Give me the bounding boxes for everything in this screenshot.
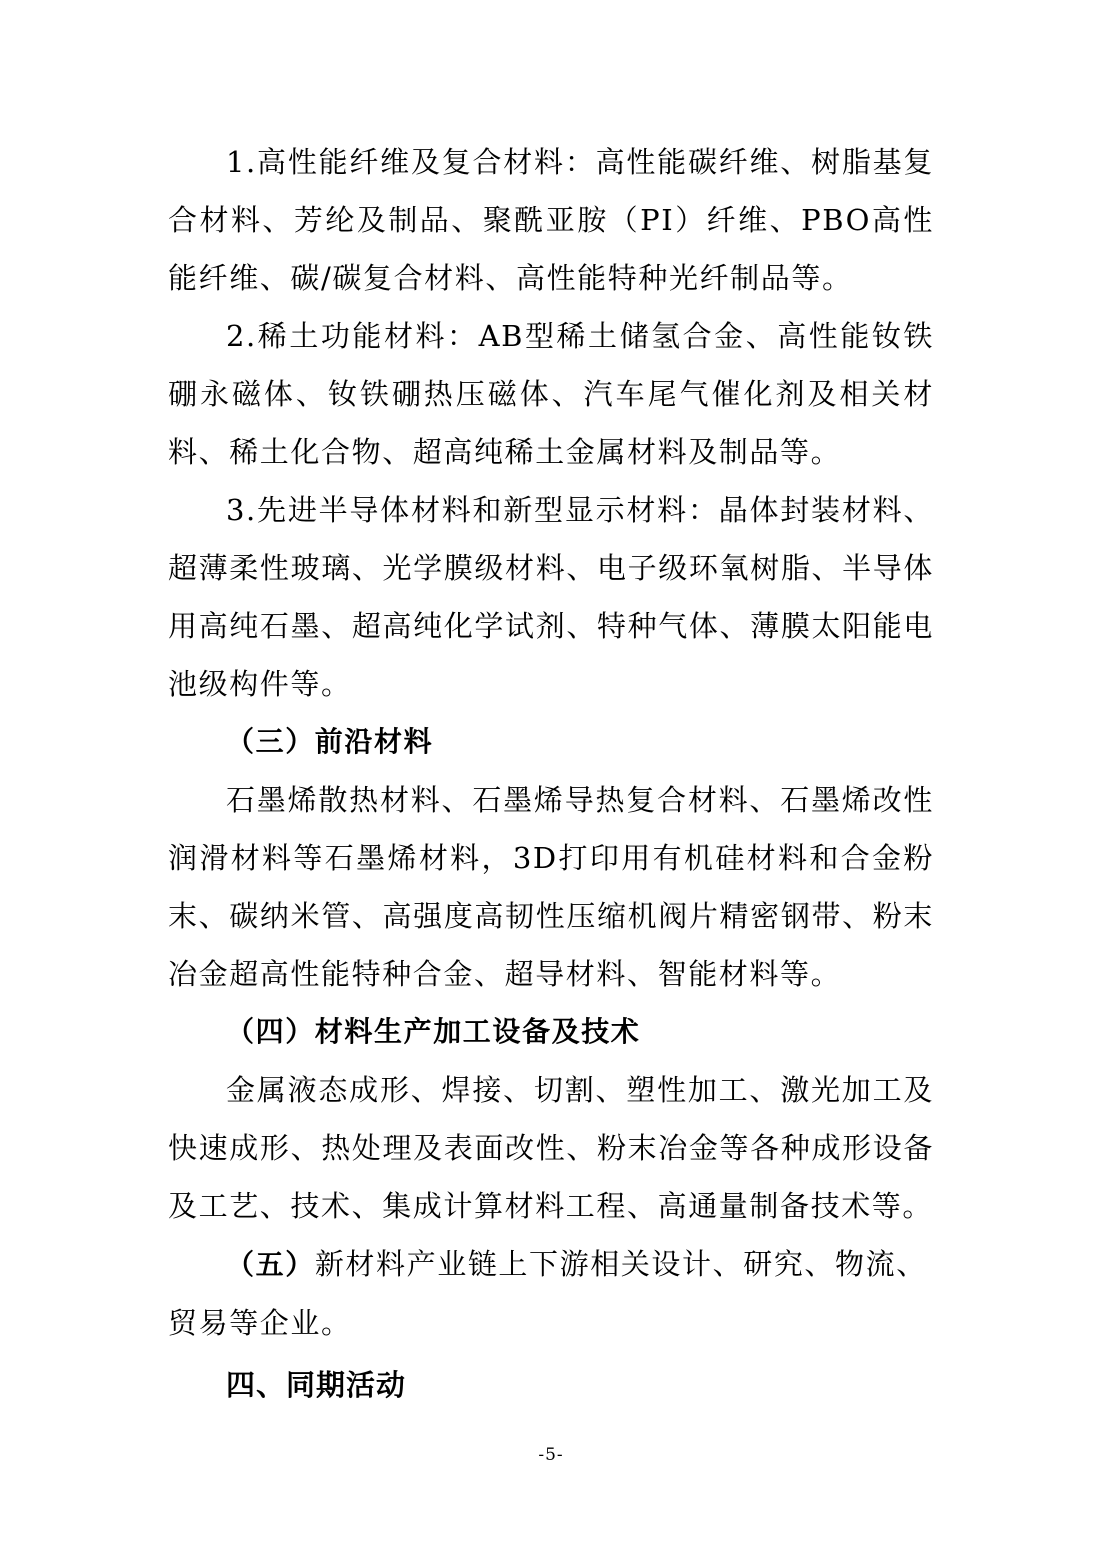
page-number: -5-	[538, 1445, 564, 1465]
paragraph-forming: 金属液态成形、焊接、切割、塑性加工、激光加工及快速成形、热处理及表面改性、粉末冶金等各种成形设备及工艺、技术、集成计算材料工程、高通量制备技术等。	[168, 1073, 934, 1223]
section-heading-concurrent-events: 四、同期活动	[226, 1368, 407, 1402]
subheading-industry-chain-text: 新材料产业链上下游相关设计、研究、物流、贸易等企业。	[168, 1247, 927, 1340]
subheading-equipment: （四）材料生产加工设备及技术	[226, 1015, 641, 1048]
subheading-frontier-materials: （三）前沿材料	[226, 725, 434, 758]
subheading-industry-chain-label: （五）	[226, 1248, 315, 1281]
subheading-industry-chain	[168, 1235, 934, 1353]
paragraph-graphene: 石墨烯散热材料、石墨烯导热复合材料、石墨烯改性润滑材料等石墨烯材料，3D打印用有机硅材料和合金粉末、碳纳米管、高强度高韧性压缩机阀片精密钢带、粉末冶金超高性能特种合金、超导材料、智能材料等。	[168, 783, 934, 991]
document-body	[168, 133, 934, 1414]
paragraph-rare-earth: 2.稀土功能材料：AB型稀土储氢合金、高性能钕铁硼永磁体、钕铁硼热压磁体、汽车尾气催化剂及相关材料、稀土化合物、超高纯稀土金属材料及制品等。	[168, 319, 934, 469]
paragraph-semiconductor: 3.先进半导体材料和新型显示材料：晶体封装材料、超薄柔性玻璃、光学膜级材料、电子级环氧树脂、半导体用高纯石墨、超高纯化学试剂、特种气体、薄膜太阳能电池级构件等。	[168, 493, 934, 701]
paragraph-fibers: 1.高性能纤维及复合材料：高性能碳纤维、树脂基复合材料、芳纶及制品、聚酰亚胺（PI）纤维、PBO高性能纤维、碳/碳复合材料、高性能特种光纤制品等。	[168, 145, 934, 295]
